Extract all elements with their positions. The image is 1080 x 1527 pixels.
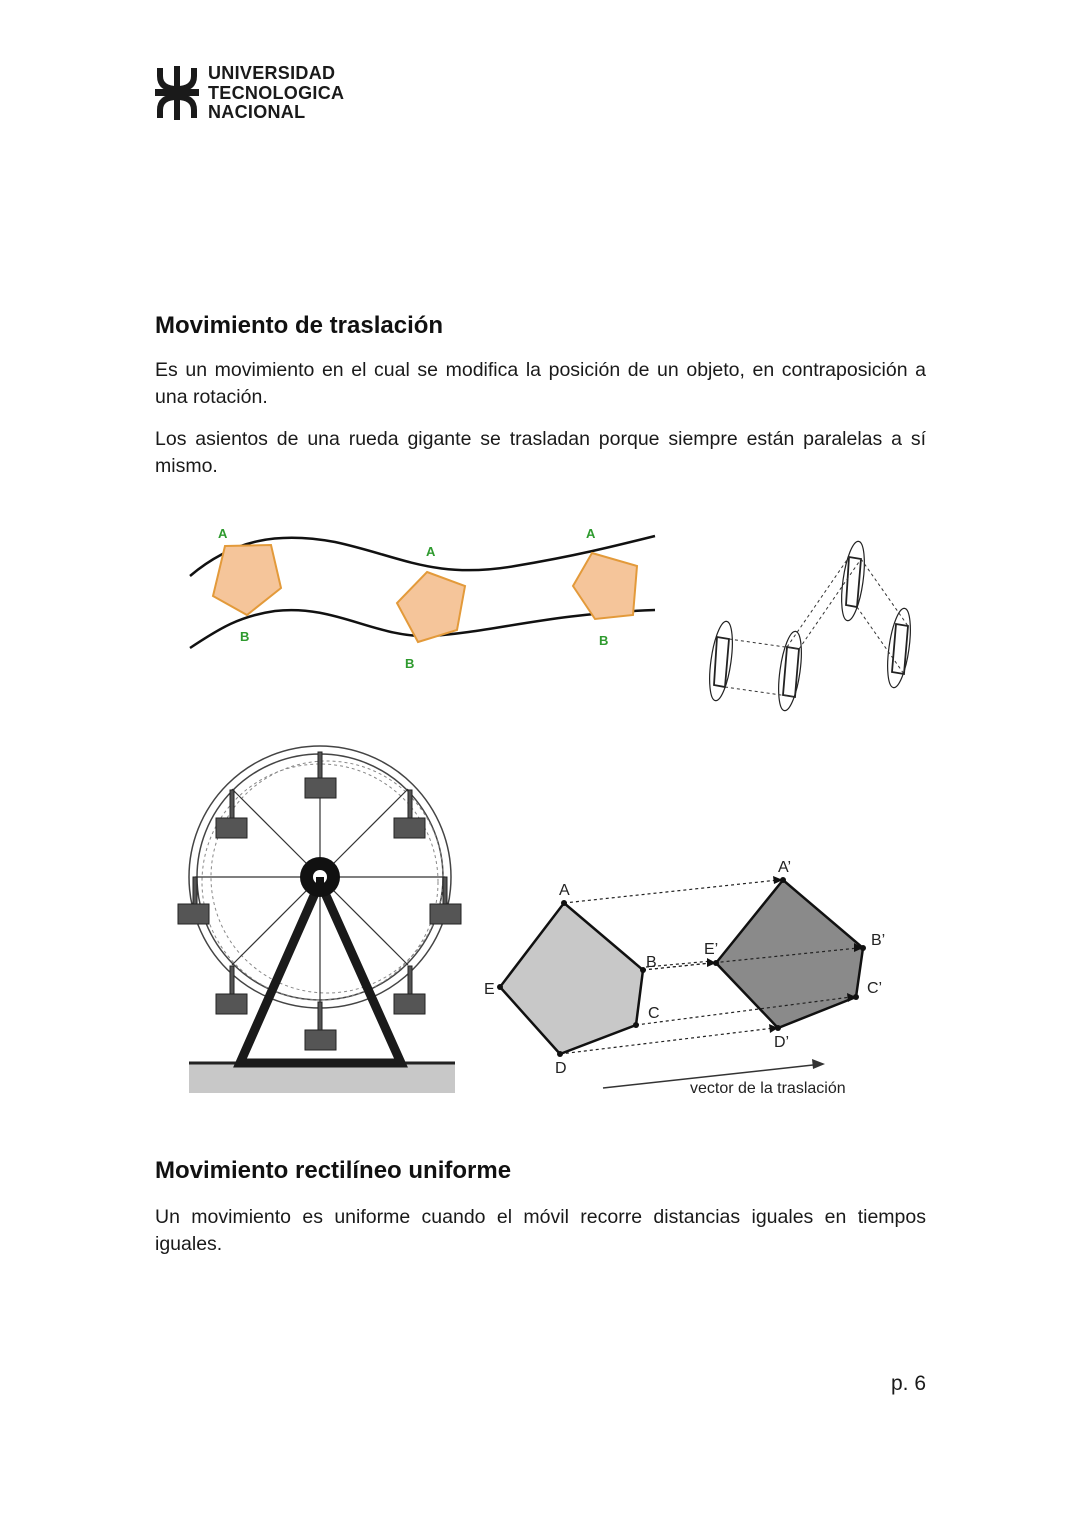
polygon-original (500, 903, 643, 1054)
figure-3d-translated-plates (700, 535, 920, 720)
plate-rect (846, 557, 861, 607)
logo-line: TECNOLOGICA (208, 82, 345, 103)
label-a: A (218, 526, 228, 541)
paragraph-traslacion-definition: Es un movimiento en el cual se modifica la posición de un objeto, en contraposición a una rotación. (155, 359, 926, 408)
label-a: A (586, 526, 596, 541)
pentagon-shape (213, 545, 281, 615)
vertex-label-b-prime: B’ (871, 932, 886, 949)
plate-ellipse (775, 630, 806, 712)
page-number: p. 6 (890, 1372, 926, 1395)
vertex-label-c-prime: C’ (867, 980, 883, 997)
section-title-mru: Movimiento rectilíneo uniforme (155, 1157, 512, 1184)
label-b: B (599, 633, 609, 648)
vertex-label-a: A (559, 882, 570, 899)
plate-rect (714, 637, 729, 687)
utn-emblem-icon (155, 66, 199, 120)
university-logo (155, 64, 385, 124)
vector-caption: vector de la traslación (690, 1080, 846, 1097)
vertex-label-a-prime: A’ (778, 859, 792, 876)
polygon-translated (716, 880, 863, 1028)
section-title-traslacion: Movimiento de traslación (155, 312, 444, 339)
pentagon-shape (573, 553, 637, 619)
label-b: B (240, 629, 250, 644)
plate-ellipse (884, 607, 915, 689)
vertex-label-d-prime: D’ (774, 1034, 790, 1051)
vertex-label-b: B (646, 954, 657, 971)
logo-text (208, 64, 344, 123)
paragraph-mru-definition: Un movimiento es uniforme cuando el móvil recorre distancias iguales en tiempos iguales. (155, 1206, 926, 1255)
paragraph-ferris-seats: Los asientos de una rueda gigante se trasladan porque siempre están paralelas a sí mismo. (155, 428, 926, 477)
vertex-label-e-prime: E’ (704, 941, 719, 958)
label-b: B (405, 656, 415, 671)
vertex-label-e: E (484, 981, 495, 998)
figure-polygon-translation (478, 855, 908, 1100)
label-a: A (426, 544, 436, 559)
plate-ellipse (838, 540, 869, 622)
vertex-label-d: D (555, 1060, 567, 1077)
logo-line: UNIVERSIDAD (208, 63, 336, 83)
logo-line: NACIONAL (208, 102, 306, 122)
figure-wave-pentagons (185, 518, 665, 678)
vertex-label-c: C (648, 1005, 660, 1022)
plate-ellipse (706, 620, 737, 702)
pentagon-shape (397, 572, 465, 642)
figure-ferris-wheel (175, 742, 470, 1094)
